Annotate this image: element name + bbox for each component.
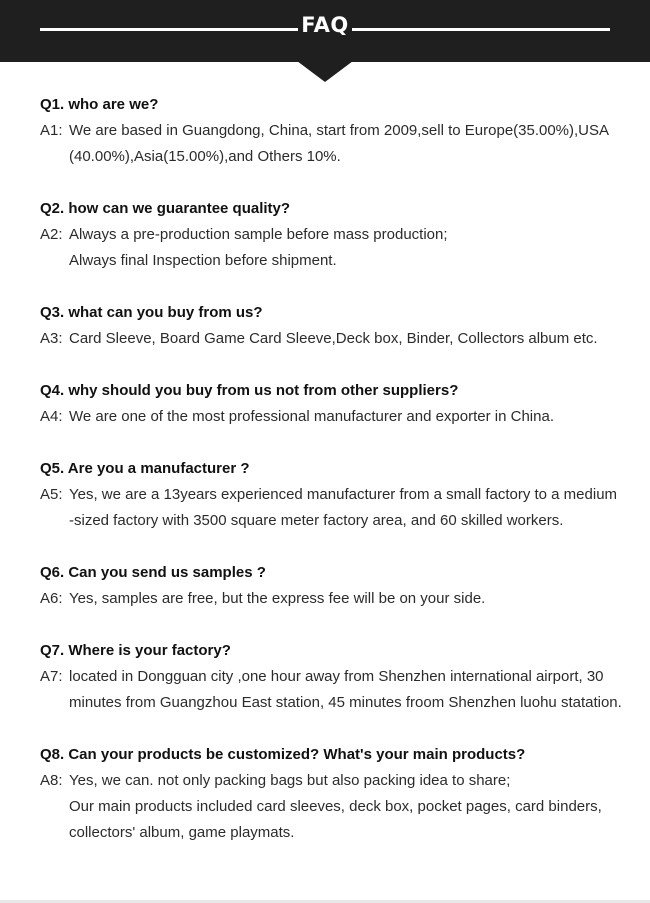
faq-answer-line: We are based in Guangdong, China, start from 2009,sell to Europe(35.00%),USA bbox=[69, 122, 610, 139]
faq-answer-label: A2: bbox=[40, 226, 63, 243]
faq-answer-text bbox=[69, 482, 630, 534]
faq-answer-line: Yes, samples are free, but the express fee will be on your side. bbox=[69, 590, 486, 607]
faq-item bbox=[40, 456, 630, 534]
faq-answer-text bbox=[69, 118, 630, 170]
faq-answer-line: located in Dongguan city ,one hour away from Shenzhen international airport, 30 bbox=[69, 668, 604, 685]
faq-answer-label: A6: bbox=[40, 590, 63, 607]
faq-answer bbox=[40, 222, 630, 274]
faq-item bbox=[40, 196, 630, 274]
faq-answer-line: collectors' album, game playmats. bbox=[69, 824, 295, 841]
faq-answer-text bbox=[69, 326, 630, 352]
faq-answer-line: -sized factory with 3500 square meter factory area, and 60 skilled workers. bbox=[69, 512, 564, 529]
faq-answer-line: Yes, we can. not only packing bags but also packing idea to share; bbox=[69, 772, 511, 789]
faq-answer-label: A5: bbox=[40, 486, 63, 503]
faq-answer bbox=[40, 586, 630, 612]
faq-answer bbox=[40, 118, 630, 170]
faq-item bbox=[40, 560, 630, 612]
faq-answer bbox=[40, 768, 630, 846]
faq-question: Q7. Where is your factory? bbox=[40, 642, 231, 659]
faq-question: Q1. who are we? bbox=[40, 96, 159, 113]
faq-question: Q2. how can we guarantee quality? bbox=[40, 200, 291, 217]
faq-item bbox=[40, 742, 630, 846]
faq-answer-label: A3: bbox=[40, 330, 63, 347]
faq-answer-line: minutes from Guangzhou East station, 45 minutes froom Shenzhen luohu statation. bbox=[69, 694, 622, 711]
faq-answer-line: Always a pre-production sample before mass production; bbox=[69, 226, 448, 243]
header-divider-left bbox=[40, 28, 298, 31]
faq-answer-text bbox=[69, 586, 630, 612]
faq-answer-line: We are one of the most professional manufacturer and exporter in China. bbox=[69, 408, 554, 425]
faq-answer-text bbox=[69, 664, 630, 716]
faq-question: Q6. Can you send us samples ? bbox=[40, 564, 266, 581]
faq-answer-text bbox=[69, 404, 630, 430]
faq-item bbox=[40, 92, 630, 170]
faq-question: Q4. why should you buy from us not from other suppliers? bbox=[40, 382, 459, 399]
faq-answer bbox=[40, 404, 630, 430]
faq-header-banner bbox=[0, 0, 650, 62]
faq-answer-text bbox=[69, 768, 630, 846]
faq-question: Q5. Are you a manufacturer ? bbox=[40, 460, 250, 477]
faq-answer-text bbox=[69, 222, 630, 274]
faq-answer bbox=[40, 664, 630, 716]
page-title: FAQ bbox=[301, 13, 349, 37]
faq-answer-line: Our main products included card sleeves, deck box, pocket pages, card binders, bbox=[69, 798, 602, 815]
faq-answer-line: Always final Inspection before shipment. bbox=[69, 252, 337, 269]
faq-question: Q3. what can you buy from us? bbox=[40, 304, 263, 321]
header-notch-arrow bbox=[297, 61, 353, 82]
faq-answer bbox=[40, 326, 630, 352]
faq-answer-label: A7: bbox=[40, 668, 63, 685]
faq-answer-line: Yes, we are a 13years experienced manufacturer from a small factory to a medium bbox=[69, 486, 618, 503]
faq-answer-label: A1: bbox=[40, 122, 63, 139]
faq-question: Q8. Can your products be customized? What's your main products? bbox=[40, 746, 526, 763]
faq-answer-label: A4: bbox=[40, 408, 63, 425]
faq-item bbox=[40, 300, 630, 352]
faq-item bbox=[40, 378, 630, 430]
faq-answer-label: A8: bbox=[40, 772, 63, 789]
faq-answer-line: Card Sleeve, Board Game Card Sleeve,Deck box, Binder, Collectors album etc. bbox=[69, 330, 598, 347]
faq-answer bbox=[40, 482, 630, 534]
header-divider-right bbox=[352, 28, 610, 31]
faq-item bbox=[40, 638, 630, 716]
faq-answer-line: (40.00%),Asia(15.00%),and Others 10%. bbox=[69, 148, 341, 165]
